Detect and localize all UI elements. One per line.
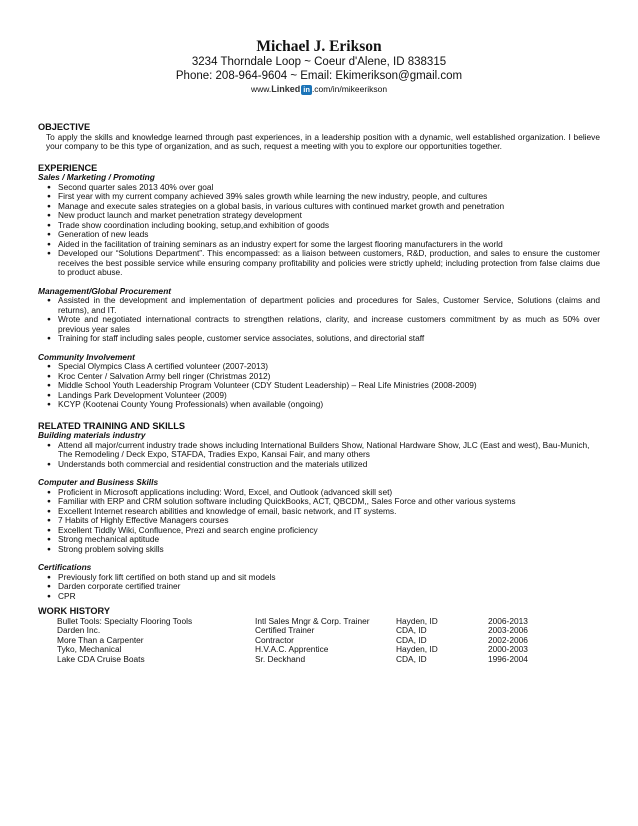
list-item: ● Excellent Tiddly Wiki, Confluence, Prezi and search engine proficiency bbox=[58, 526, 600, 536]
list-item: ● Generation of new leads bbox=[58, 230, 600, 240]
list-item: ● Second quarter sales 2013 40% over goal bbox=[58, 183, 600, 193]
list-item: ● New product launch and market penetration strategy development bbox=[58, 211, 600, 221]
list-item: ● 7 Habits of Highly Effective Managers courses bbox=[58, 516, 600, 526]
list-item: ● Trade show coordination including booking, setup,and exhibition of goods bbox=[58, 221, 600, 231]
dates-cell: 1996-2004 bbox=[488, 653, 528, 664]
website-prefix: www. bbox=[250, 84, 272, 94]
list-item: ● Special Olympics Class A certified volunteer (2007-2013) bbox=[58, 362, 600, 372]
contact-line: Phone: 208-964-9604 ~ Email: Ekimerikson@gmail.com bbox=[175, 70, 463, 82]
list-item: ● Understands both commercial and residential construction and the materials utilized bbox=[58, 460, 600, 470]
dates-cell: 2006-2013 bbox=[488, 615, 528, 626]
subsection-heading: Certifications bbox=[38, 562, 92, 572]
company-cell: Darden Inc. bbox=[57, 625, 101, 635]
list-item: ● Familiar with ERP and CRM solution software including QuickBooks, ACT, QBCDM,, Sales Force and other various systems bbox=[58, 497, 600, 507]
dates-cell: 2000-2003 bbox=[488, 644, 528, 654]
list-item: ● Developed our “Solutions Department”. This encompassed: as a liaison between customers, R&D, production, and sales to ensure the customer receives the best possible service while ensuring company profitability and policies were strictly upheld; including protection from false claims due to product abuse. bbox=[58, 249, 600, 278]
role-cell: Contractor bbox=[255, 634, 294, 645]
location-cell: Hayden, ID bbox=[396, 615, 438, 626]
location-cell: CDA, ID bbox=[396, 625, 427, 635]
list-item: ● Strong mechanical aptitude bbox=[58, 535, 600, 545]
list-item: ● CPR bbox=[58, 592, 600, 602]
role-cell: Certified Trainer bbox=[255, 625, 315, 635]
subsection-heading: Computer and Business Skills bbox=[38, 477, 159, 487]
objective-text: To apply the skills and knowledge learned through past experiences, in a leadership position with a dynamic, well established organization. I believe your company to be this type of organization, and as such, request a meeting with you to explore our opportunities together. bbox=[46, 131, 600, 151]
table-row bbox=[57, 655, 528, 665]
list-item: ● Excellent Internet research abilities and knowledge of email, basic network, and IT systems. bbox=[58, 507, 600, 517]
list-item: ● Kroc Center / Salvation Army bell ringer (Christmas 2012) bbox=[58, 372, 600, 382]
list-item: ● Proficient in Microsoft applications including: Word, Excel, and Outlook (advanced skill set) bbox=[58, 488, 600, 498]
website-suffix: .com/in/mikeerikson bbox=[311, 84, 388, 94]
list-item: ● Attend all major/current industry trade shows including International Builders Show, National Hardware Show, JLC (East and west), Bau-Munich, The Remodeling / Deck Expo, STAFDA, Tradies Expo, Kansai Fair, and many others bbox=[58, 441, 600, 460]
list-item: ● Previously fork lift certified on both stand up and sit models bbox=[58, 573, 600, 583]
company-cell: Lake CDA Cruise Boats bbox=[57, 653, 145, 664]
bullet-list bbox=[38, 296, 600, 344]
list-item: ● Landings Park Development Volunteer (2009) bbox=[58, 391, 600, 401]
website-line[interactable] bbox=[0, 84, 638, 95]
section-objective-title: OBJECTIVE bbox=[38, 122, 91, 132]
role-cell: Sr. Deckhand bbox=[255, 653, 306, 664]
bullet-list bbox=[38, 441, 600, 470]
resume-body bbox=[38, 123, 600, 664]
list-item: ● Middle School Youth Leadership Program Volunteer (CDY Student Leadership) – Real Life Ministries (2008-2009) bbox=[58, 381, 600, 391]
list-item: ● Aided in the facilitation of training seminars as an industry expert for some the largest flooring manufacturers in the world bbox=[58, 240, 600, 250]
location-cell: Hayden, ID bbox=[396, 644, 438, 654]
bullet-list bbox=[38, 362, 600, 410]
list-item: ● Manage and execute sales strategies on a global basis, in various cultures with continued market growth and penetration bbox=[58, 202, 600, 212]
subsection-heading: Community Involvement bbox=[38, 351, 135, 362]
list-item: ● Wrote and negotiated international contracts to strengthen relations, clarity, and increase customers commitment by as much as 50% over previous year sales bbox=[58, 315, 600, 334]
list-item: ● KCYP (Kootenai County Young Professionals) when available (ongoing) bbox=[58, 400, 600, 410]
company-cell: More Than a Carpenter bbox=[57, 634, 144, 645]
work-history-table bbox=[57, 617, 528, 665]
company-cell: Bullet Tools: Specialty Flooring Tools bbox=[57, 615, 193, 626]
candidate-name: Michael J. Erikson bbox=[256, 38, 382, 55]
role-cell: H.V.A.C. Apprentice bbox=[255, 644, 329, 654]
location-cell: CDA, ID bbox=[396, 634, 427, 645]
dates-cell: 2002-2006 bbox=[488, 634, 528, 645]
linkedin-logo: Linked in bbox=[271, 84, 310, 94]
company-cell: Tyko, Mechanical bbox=[57, 644, 122, 654]
subsection-heading: Building materials industry bbox=[38, 430, 146, 440]
bullet-list bbox=[38, 488, 600, 555]
bullet-list bbox=[38, 573, 600, 602]
list-item: ● First year with my current company achieved 39% sales growth while learning the new industry, people, and cultures bbox=[58, 192, 600, 202]
list-item: ● Darden corporate certified trainer bbox=[58, 582, 600, 592]
list-item: ● Assisted in the development and implementation of department policies and procedures for Sales, Customer Service, Solutions (claims and returns), and IT. bbox=[58, 296, 600, 315]
subsection-heading: Management/Global Procurement bbox=[38, 285, 172, 296]
location-cell: CDA, ID bbox=[396, 653, 427, 664]
section-experience-title: EXPERIENCE bbox=[38, 162, 98, 173]
bullet-list bbox=[38, 183, 600, 278]
role-cell: Intl Sales Mngr & Corp. Trainer bbox=[255, 615, 370, 626]
address-line: 3234 Thorndale Loop ~ Coeur d'Alene, ID 838315 bbox=[191, 56, 447, 68]
section-training-title: RELATED TRAINING AND SKILLS bbox=[38, 420, 185, 431]
subsection-heading: Sales / Marketing / Promoting bbox=[38, 172, 155, 182]
list-item: ● Strong problem solving skills bbox=[58, 545, 600, 555]
section-work-history-title: WORK HISTORY bbox=[38, 606, 110, 616]
list-item: ● Training for staff including sales people, customer service associates, solutions, and directorial staff bbox=[58, 334, 600, 344]
dates-cell: 2003-2006 bbox=[488, 625, 528, 635]
